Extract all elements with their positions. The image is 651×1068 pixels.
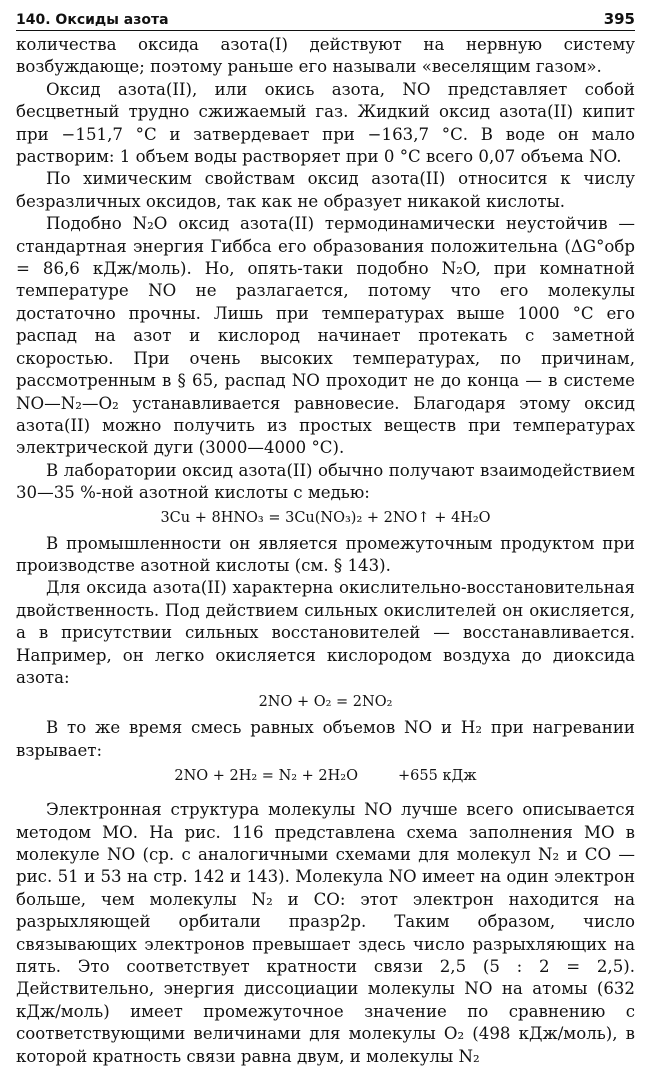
paragraph-2: Оксид азота(II), или окись азота, NO представляет собой бесцветный трудно сжижаемый газ. Жидкий оксид азота(II) кипит при −151,7 °С и затвердевает при −163,7 °С. В воде он мало растворим: 1 объем воды растворяет при 0 °С всего 0,07 объема NO.	[16, 79, 635, 167]
equation-reduction: 2NO + 2H₂ = N₂ + 2H₂O	[174, 768, 359, 785]
page-header	[16, 6, 635, 31]
body-text	[16, 34, 635, 1068]
paragraph-1: количества оксида азота(I) действуют на нервную систему возбуждающе; поэтому раньше его называли «веселящим газом».	[16, 35, 635, 77]
paragraph-8: В то же время смесь равных объемов NO и H₂ при нагревании взрывает:	[16, 718, 635, 760]
paragraph-7: Для оксида азота(II) характерна окислительно-восстановительная двойственность. Под действием сильных окислителей он окисляется, а в присутствии сильных восстановителей — восстанавливается. Например, он легко окисляется кислородом воздуха до диоксида азота:	[16, 578, 635, 687]
equation-reduction-heat: +655 кДж	[398, 768, 477, 785]
section-title: 140. Оксиды азота	[16, 12, 169, 28]
equation-reduction-row	[16, 766, 635, 787]
paragraph-3: По химическим свойствам оксид азота(II) относится к числу безразличных оксидов, так как не образует никакой кислоты.	[16, 169, 635, 211]
paragraph-4: Подобно N₂O оксид азота(II) термодинамически неустойчив — стандартная энергия Гиббса его образования положительна (ΔG°обр = 86,6 кДж/моль). Но, опять-таки подобно N₂O, при комнатной температуре NO не разлагается, потому что его молекулы достаточно прочны. Лишь при температурах выше 1000 °С его распад на азот и кислород начинает протекать с заметной скоростью. При очень высоких температурах, по причинам, рассмотренным в § 65, распад NO проходит не до конца — в системе NO—N₂—O₂ устанавливается равновесие. Благодаря этому оксид азота(II) можно получить из простых веществ при температурах электрической дуги (3000—4000 °С).	[16, 214, 635, 458]
equation-oxidation: 2NO + O₂ = 2NO₂	[258, 694, 393, 711]
equation-copper-reaction: 3Cu + 8HNO₃ = 3Cu(NO₃)₂ + 2NO↑ + 4H₂O	[160, 509, 491, 526]
paragraph-6: В промышленности он является промежуточным продуктом при производстве азотной кислоты (см. § 143).	[16, 533, 635, 575]
paragraph-9: Электронная структура молекулы NO лучше всего описывается методом МО. На рис. 116 представлена схема заполнения МО в молекуле NO (ср. с аналогичными схемами для молекул N₂ и CO — рис. 51 и 53 на стр. 142 и 143). Молекула NO имеет на один электрон больше, чем молекулы N₂ и CO: этот электрон находится на разрыхляющей орбитали πразр2p. Таким образом, число связывающих электронов превышает здесь число разрыхляющих на пять. Это соответствует кратности связи 2,5 (5 : 2 = 2,5). Действительно, энергия диссоциации молекулы NO на атомы (632 кДж/моль) имеет промежуточное значение по сравнению с соответствующими величинами для молекулы O₂ (498 кДж/моль), в которой кратность связи равна двум, и молекулы N₂	[16, 800, 635, 1066]
page-number: 395	[603, 10, 635, 28]
spacer	[16, 791, 635, 799]
paragraph-5: В лаборатории оксид азота(II) обычно получают взаимодействием 30—35 %-ной азотной кислоты с медью:	[16, 460, 635, 503]
